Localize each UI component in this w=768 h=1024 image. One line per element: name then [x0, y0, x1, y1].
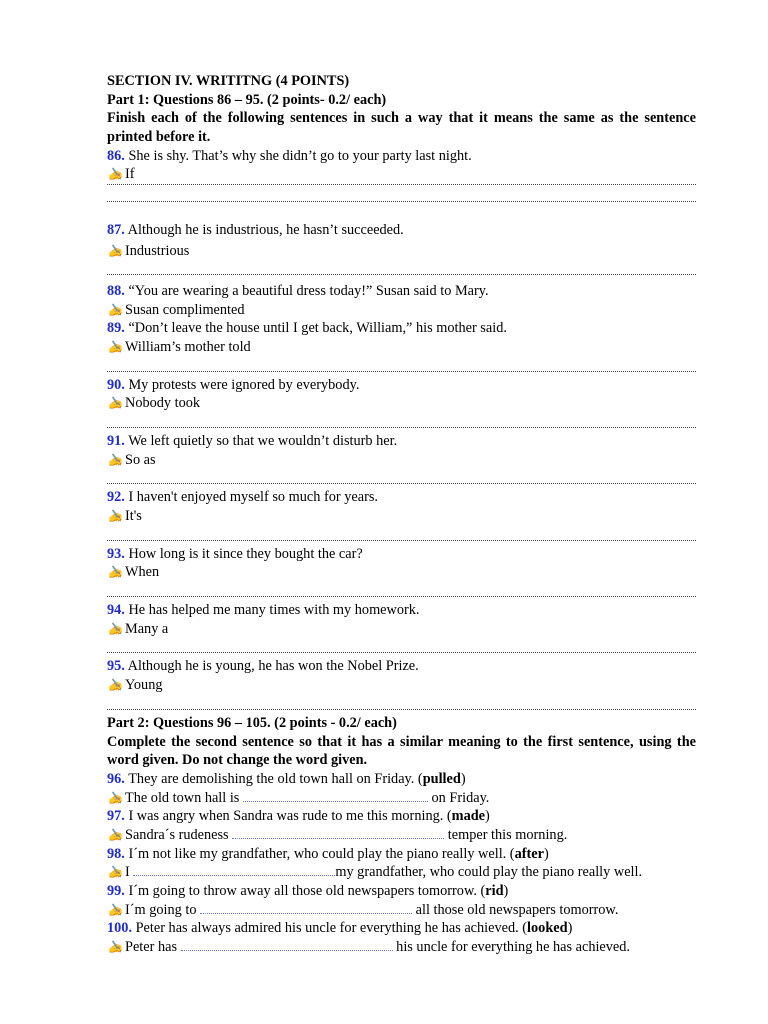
question-88 [107, 282, 696, 301]
section-title: SECTION IV. WRITITNG (4 POINTS) [107, 73, 350, 89]
pen-icon: ✍ [108, 828, 123, 842]
pen-icon: ✍ [108, 167, 123, 182]
answer-rule-90[interactable] [107, 413, 696, 428]
part2-heading: Part 2: Questions 96 – 105. (2 points - 0.2/ each) [107, 714, 397, 731]
question-text: “You are wearing a beautiful dress today!” Susan said to Mary. [124, 282, 489, 299]
pen-icon: ✍ [108, 678, 123, 693]
sentence-start: Peter has [125, 939, 178, 956]
answer-rule-89[interactable] [107, 357, 696, 372]
sentence-end: on Friday. [431, 789, 490, 806]
sentence-start: I´m going to [125, 901, 197, 918]
question-text: She is shy. That’s why she didn’t go to your party last night. [124, 147, 472, 164]
answer-line-98 [107, 863, 696, 882]
question-text: We left quietly so that we wouldn’t disturb her. [124, 432, 398, 449]
answer-blank-100[interactable] [181, 938, 393, 951]
part1-heading: Part 1: Questions 86 – 95. (2 points- 0.2/ each) [107, 91, 387, 108]
question-text: My protests were ignored by everybody. [124, 376, 360, 393]
question-text: I haven't enjoyed myself so much for years. [124, 489, 378, 506]
given-word: rid [485, 883, 504, 900]
sentence-start: Sandra´s rudeness [125, 827, 229, 843]
answer-line-95[interactable] [107, 676, 696, 695]
question-95 [107, 657, 696, 676]
answer-blank-99[interactable] [200, 901, 412, 914]
given-word: pulled [422, 770, 461, 787]
given-word: looked [527, 920, 568, 937]
pen-icon: ✍ [108, 621, 123, 636]
answer-rule-92[interactable] [107, 526, 696, 541]
question-number: 96. [107, 770, 125, 787]
answer-line-96 [107, 789, 696, 808]
answer-rule-87[interactable] [107, 262, 696, 275]
answer-line-86-continued[interactable] [107, 185, 696, 202]
question-number: 89. [107, 320, 125, 337]
question-86 [107, 147, 696, 166]
question-94 [107, 601, 696, 620]
part1-instruction: Finish each of the following sentences in such a way that it means the same as the sentence printed before it. [107, 110, 696, 146]
sentence-end: my grandfather, who could play the piano really well. [335, 864, 643, 881]
sentence-start: The old town hall is [125, 789, 240, 806]
answer-start: Young [125, 677, 163, 694]
question-number: 92. [107, 489, 125, 506]
question-96 [107, 770, 696, 789]
answer-line-90[interactable] [107, 394, 696, 413]
question-number: 100. [107, 920, 133, 937]
question-91 [107, 432, 696, 451]
pen-icon: ✍ [108, 396, 123, 411]
question-text: Although he is young, he has won the Nobel Prize. [124, 658, 419, 675]
answer-line-97 [107, 826, 696, 845]
pen-icon: ✍ [108, 243, 123, 258]
worksheet-page [107, 72, 696, 957]
answer-start: Many a [125, 620, 169, 637]
pen-icon: ✍ [108, 452, 123, 467]
question-text: I´m not like my grandfather, who could play the piano really well. ( [124, 845, 515, 862]
question-text: They are demolishing the old town hall on Friday. ( [124, 770, 423, 787]
question-number: 97. [107, 808, 125, 825]
question-93 [107, 545, 696, 564]
pen-icon: ✍ [108, 565, 123, 580]
paren-close: ) [460, 770, 466, 787]
question-number: 87. [107, 222, 125, 239]
question-text: I´m going to throw away all those old newspapers tomorrow. ( [124, 883, 486, 900]
answer-start: It's [125, 508, 142, 525]
sentence-end: his uncle for everything he has achieved. [396, 939, 630, 956]
answer-line-89[interactable] [107, 338, 696, 357]
question-number: 93. [107, 545, 125, 562]
pen-icon: ✍ [108, 940, 123, 955]
answer-start: William’s mother told [125, 338, 251, 355]
answer-rule-91[interactable] [107, 469, 696, 484]
question-number: 98. [107, 845, 125, 862]
answer-start: So as [125, 451, 156, 468]
question-number: 86. [107, 147, 125, 164]
question-number: 90. [107, 376, 125, 393]
answer-line-92[interactable] [107, 507, 696, 526]
question-text: Peter has always admired his uncle for everything he has achieved. ( [132, 920, 528, 937]
question-number: 88. [107, 282, 125, 299]
answer-rule-93[interactable] [107, 582, 696, 597]
pen-icon: ✍ [108, 302, 123, 317]
answer-line-86[interactable] [107, 165, 696, 185]
question-87 [107, 221, 696, 240]
question-number: 95. [107, 658, 125, 675]
answer-rule-94[interactable] [107, 638, 696, 653]
answer-line-94[interactable] [107, 620, 696, 639]
sentence-end: all those old newspapers tomorrow. [415, 901, 619, 918]
question-number: 94. [107, 602, 125, 619]
pen-icon: ✍ [108, 509, 123, 524]
paren-close: ) [503, 883, 509, 900]
paren-close: ) [485, 808, 490, 825]
question-90 [107, 376, 696, 395]
answer-blank-96[interactable] [243, 789, 428, 802]
question-text: He has helped me many times with my homework. [124, 602, 420, 619]
question-number: 99. [107, 883, 125, 900]
answer-start: If [125, 166, 135, 183]
sentence-end: temper this morning. [447, 827, 568, 843]
question-text: I was angry when Sandra was rude to me this morning. ( [124, 808, 452, 825]
question-89 [107, 319, 696, 338]
answer-blank-98[interactable] [133, 863, 335, 876]
pen-icon: ✍ [108, 790, 123, 805]
question-number: 91. [107, 432, 125, 449]
answer-blank-97[interactable] [232, 826, 444, 839]
answer-start: Nobody took [125, 395, 201, 412]
question-100 [107, 919, 696, 938]
pen-icon: ✍ [108, 902, 123, 917]
sentence-start: I [125, 864, 130, 881]
question-98 [107, 845, 696, 864]
answer-start: When [125, 564, 160, 581]
question-text: How long is it since they bought the car? [124, 545, 363, 562]
paren-close: ) [543, 845, 549, 862]
given-word: after [514, 845, 544, 862]
answer-rule-95[interactable] [107, 695, 696, 710]
pen-icon: ✍ [108, 339, 123, 354]
question-text: “Don’t leave the house until I get back, William,” his mother said. [124, 320, 507, 337]
question-99 [107, 882, 696, 901]
answer-line-100 [107, 938, 696, 957]
pen-icon: ✍ [108, 865, 123, 880]
given-word: made [451, 808, 486, 825]
answer-line-99 [107, 901, 696, 920]
question-97 [107, 807, 696, 826]
paren-close: ) [567, 920, 573, 937]
answer-start: Susan complimented [125, 301, 245, 318]
question-text: Although he is industrious, he hasn’t succeeded. [124, 222, 404, 239]
answer-line-88[interactable] [107, 301, 696, 320]
question-92 [107, 488, 696, 507]
part2-instruction: Complete the second sentence so that it has a similar meaning to the first sentence, using the word given. Do not change the word given. [107, 733, 696, 769]
answer-line-87[interactable] [107, 240, 696, 262]
answer-line-91[interactable] [107, 451, 696, 470]
answer-start: Industrious [125, 242, 190, 259]
answer-line-93[interactable] [107, 563, 696, 582]
